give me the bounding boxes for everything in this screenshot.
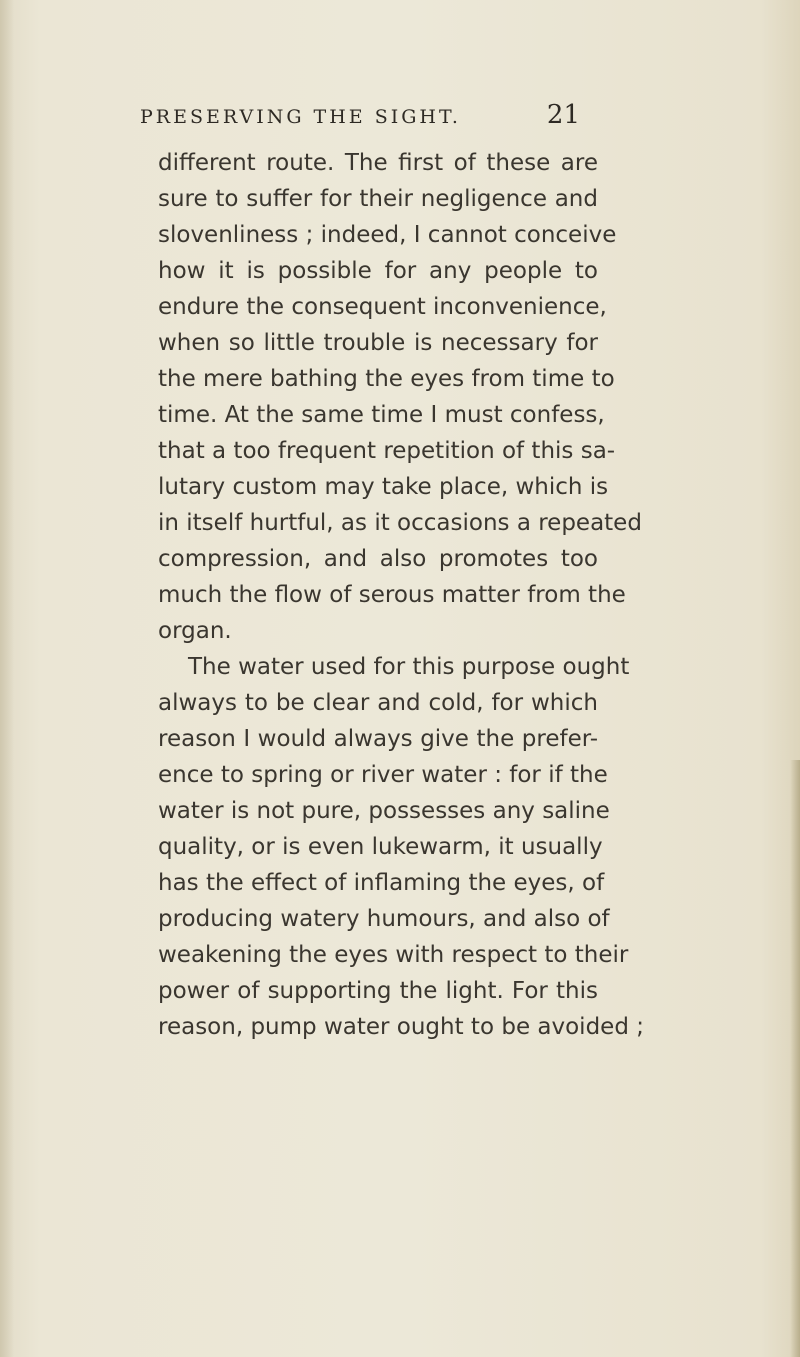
text-line: water is not pure, possesses any saline (158, 798, 610, 824)
text-line: producing watery humours, and also of (158, 906, 610, 932)
text-line: reason I would always give the prefer- (158, 726, 598, 752)
text-line: much the flow of serous matter from the (158, 582, 626, 608)
text-line: the mere bathing the eyes from time to (158, 366, 615, 392)
paragraph-2 (158, 649, 644, 1045)
text-line: different route. The first of these are (158, 150, 598, 176)
text-line: organ. (158, 618, 232, 644)
text-line: that a too frequent repetition of this sa- (158, 438, 616, 464)
text-line: ence to spring or river water : for if the (158, 762, 608, 788)
page-number: 21 (546, 100, 580, 130)
text-line: sure to suffer for their negligence and (158, 186, 598, 212)
page-header (140, 100, 580, 136)
text-line: in itself hurtful, as it occasions a repeated (158, 510, 642, 536)
text-line: time. At the same time I must confess, (158, 402, 605, 428)
body-text (158, 145, 644, 1045)
text-line: endure the consequent inconvenience, (158, 294, 607, 320)
page-gutter-shadow (0, 0, 14, 1357)
running-title: PRESERVING THE SIGHT. (140, 106, 461, 128)
text-line: The water used for this purpose ought (188, 654, 630, 680)
text-line: when so little trouble is necessary for (158, 330, 598, 356)
paragraph-1 (158, 145, 642, 649)
text-line: how it is possible for any people to (158, 258, 598, 284)
text-line: slovenliness ; indeed, I cannot conceive (158, 222, 617, 248)
text-line: power of supporting the light. For this (158, 978, 598, 1004)
text-line: lutary custom may take place, which is (158, 474, 609, 500)
text-line: compression, and also promotes too (158, 546, 598, 572)
text-line: has the effect of inflaming the eyes, of (158, 870, 605, 896)
text-line: always to be clear and cold, for which (158, 690, 598, 716)
page-edge-shadow (790, 760, 800, 1357)
text-line: quality, or is even lukewarm, it usually (158, 834, 603, 860)
text-line: reason, pump water ought to be avoided ; (158, 1014, 644, 1040)
text-line: weakening the eyes with respect to their (158, 942, 629, 968)
